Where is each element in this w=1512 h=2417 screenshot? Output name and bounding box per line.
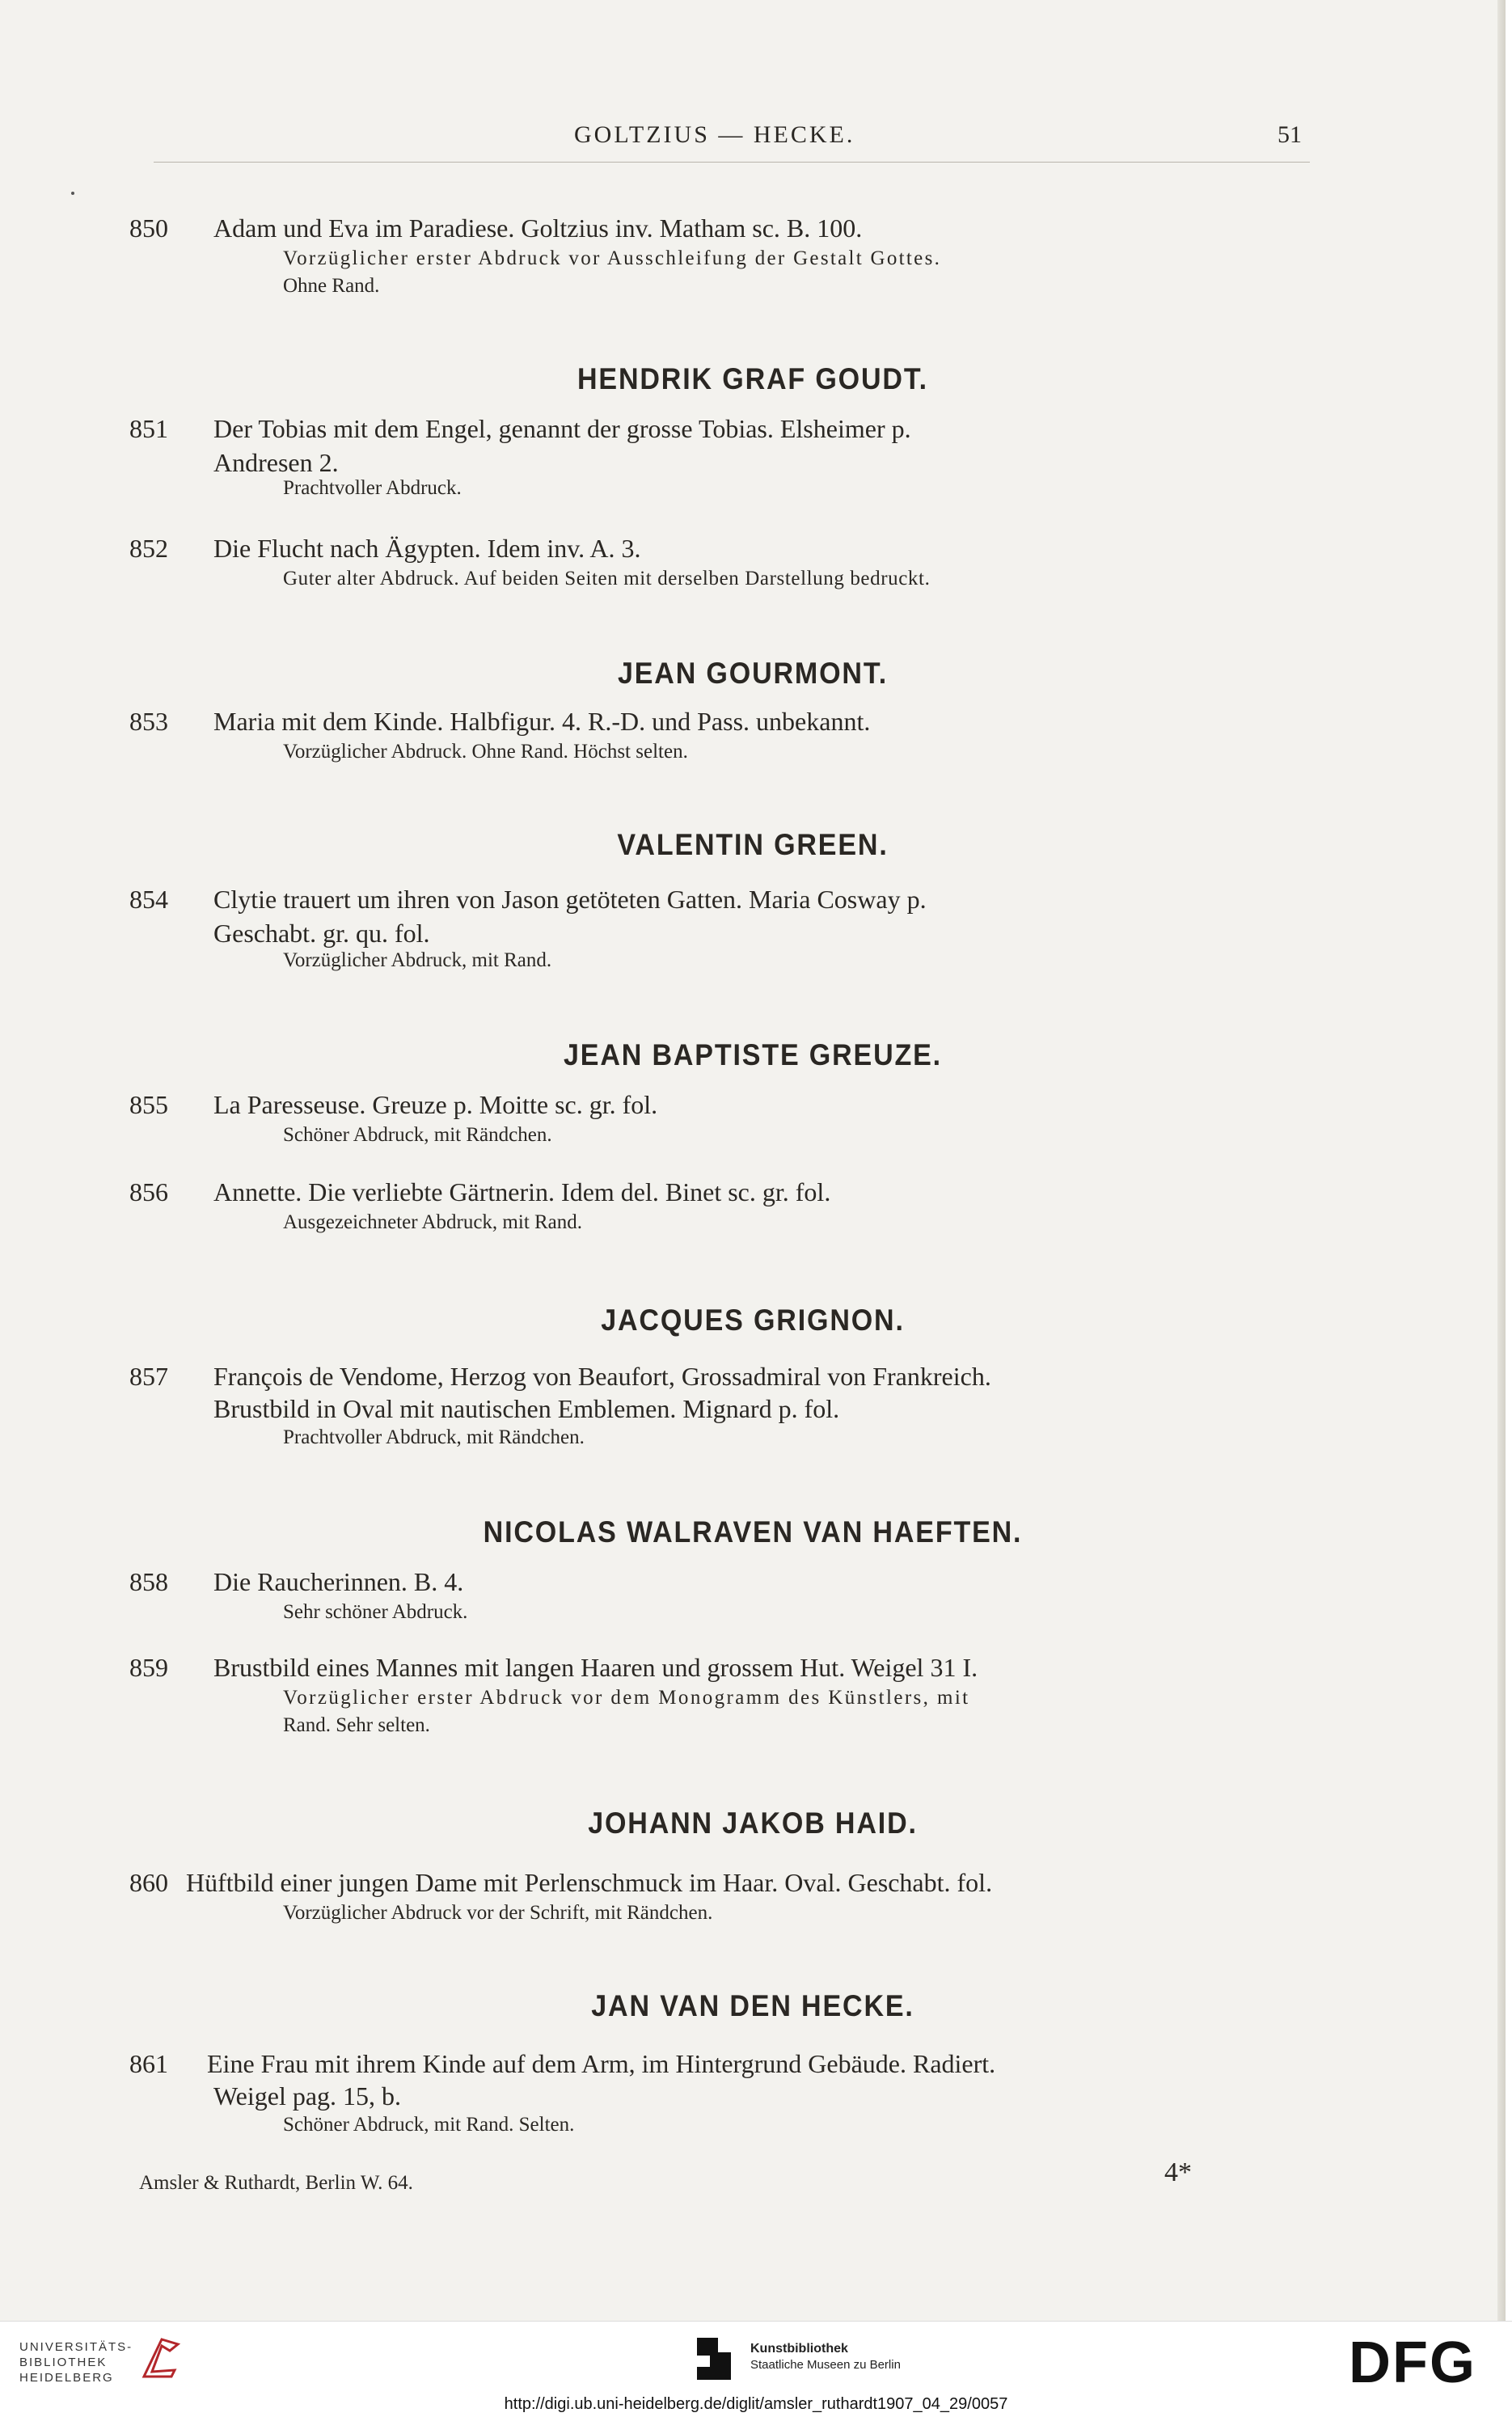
entry-title-continued: Geschabt. gr. qu. fol. — [213, 919, 430, 948]
section-heading: JOHANN JAKOB HAID. — [588, 1806, 918, 1840]
page-header — [0, 121, 1506, 154]
section-heading: NICOLAS WALRAVEN VAN HAEFTEN. — [483, 1515, 1023, 1549]
page-edge — [1497, 0, 1506, 2321]
entry-note: Rand. Sehr selten. — [283, 1714, 430, 1736]
university-library-text — [19, 2339, 133, 2385]
lot-number: 850 — [129, 213, 168, 243]
signature-mark: 4* — [1164, 2157, 1192, 2187]
entry-title: Hüftbild einer jungen Dame mit Perlenschmuck im Haar. Oval. Geschabt. fol. — [186, 1868, 993, 1897]
section-heading: VALENTIN GREEN. — [617, 828, 889, 861]
entry-note: Vorzüglicher erster Abdruck vor Ausschleifung der Gestalt Gottes. — [283, 247, 942, 269]
kunstbibliothek-name: Kunstbibliothek — [750, 2342, 848, 2356]
ink-speck — [71, 192, 74, 195]
entry-857 — [129, 1362, 1310, 1454]
lot-number: 857 — [129, 1362, 168, 1391]
entry-851 — [129, 414, 1310, 505]
entry-note: Guter alter Abdruck. Auf beiden Seiten mit derselben Darstellung bedruckt. — [283, 568, 931, 589]
entry-title: Die Raucherinnen. B. 4. — [213, 1567, 464, 1596]
section-heading: JEAN GOURMONT. — [617, 657, 889, 690]
entry-title-continued: Brustbild in Oval mit nautischen Emblemen. Mignard p. fol. — [213, 1394, 840, 1423]
university-line: UNIVERSITÄTS- — [19, 2340, 133, 2354]
entry-859 — [129, 1653, 1310, 1742]
entry-title-continued: Andresen 2. — [213, 448, 339, 477]
section-heading: HENDRIK GRAF GOUDT. — [577, 362, 928, 395]
page-number: 51 — [1278, 121, 1302, 148]
kunstbibliothek-logo-icon — [697, 2338, 731, 2380]
entry-note: Sehr schöner Abdruck. — [283, 1601, 468, 1623]
lot-number: 855 — [129, 1090, 168, 1119]
entry-853 — [129, 707, 1310, 768]
entry-858 — [129, 1567, 1310, 1629]
entry-note: Vorzüglicher Abdruck vor der Schrift, mit Rändchen. — [283, 1902, 713, 1924]
running-head: GOLTZIUS — HECKE. — [574, 121, 855, 148]
entry-852 — [129, 534, 1310, 595]
entry-title: La Paresseuse. Greuze p. Moitte sc. gr. fol. — [213, 1090, 658, 1119]
entry-note: Prachtvoller Abdruck, mit Rändchen. — [283, 1426, 585, 1448]
entry-title: Die Flucht nach Ägypten. Idem inv. A. 3. — [213, 534, 641, 563]
kunstbibliothek-text — [750, 2341, 901, 2373]
lot-number: 858 — [129, 1567, 168, 1596]
entry-note: Vorzüglicher Abdruck. Ohne Rand. Höchst selten. — [283, 741, 688, 763]
section-heading: JACQUES GRIGNON. — [601, 1304, 905, 1337]
section-heading: JEAN BAPTISTE GREUZE. — [564, 1038, 942, 1071]
entry-title: Adam und Eva im Paradiese. Goltzius inv. Matham sc. B. 100. — [213, 213, 863, 243]
entry-note: Schöner Abdruck, mit Rändchen. — [283, 1124, 552, 1146]
entry-title-continued: Weigel pag. 15, b. — [213, 2081, 402, 2111]
lot-number: 852 — [129, 534, 168, 563]
section-heading: JAN VAN DEN HECKE. — [591, 1989, 914, 2022]
entry-title: Annette. Die verliebte Gärtnerin. Idem del. Binet sc. gr. fol. — [213, 1177, 831, 1206]
lot-number: 854 — [129, 885, 168, 914]
entry-note: Schöner Abdruck, mit Rand. Selten. — [283, 2114, 575, 2136]
university-logo-icon — [137, 2335, 186, 2383]
lot-number: 856 — [129, 1177, 168, 1206]
lot-number: 860 — [129, 1868, 168, 1897]
university-line: HEIDELBERG — [19, 2371, 114, 2385]
lot-number: 853 — [129, 707, 168, 736]
entry-title: François de Vendome, Herzog von Beaufort, Grossadmiral von Frankreich. — [213, 1362, 991, 1391]
publisher-footer: Amsler & Ruthardt, Berlin W. 64. — [139, 2172, 413, 2194]
entry-note: Vorzüglicher Abdruck, mit Rand. — [283, 949, 552, 971]
dfg-logo: DFG — [1349, 2330, 1476, 2395]
lot-number: 851 — [129, 414, 168, 443]
source-url[interactable]: http://digi.ub.uni-heidelberg.de/diglit/amsler_ruthardt1907_04_29/0057 — [504, 2395, 1008, 2413]
entry-note: Ohne Rand. — [283, 275, 380, 297]
museum-name: Staatliche Museen zu Berlin — [750, 2358, 901, 2372]
entry-861 — [129, 2049, 1310, 2141]
entry-855 — [129, 1090, 1310, 1151]
entry-title: Brustbild eines Mannes mit langen Haaren und grossem Hut. Weigel 31 I. — [213, 1653, 978, 1682]
header-rule — [154, 162, 1310, 163]
entry-title: Der Tobias mit dem Engel, genannt der grosse Tobias. Elsheimer p. — [213, 414, 911, 443]
lot-number: 859 — [129, 1653, 168, 1682]
entry-854 — [129, 885, 1310, 977]
entry-title: Maria mit dem Kinde. Halbfigur. 4. R.-D. und Pass. unbekannt. — [213, 707, 871, 736]
entry-note: Prachtvoller Abdruck. — [283, 477, 462, 499]
lot-number: 861 — [129, 2049, 168, 2078]
entry-850 — [129, 213, 1310, 302]
entry-note: Vorzüglicher erster Abdruck vor dem Monogramm des Künstlers, mit — [283, 1687, 970, 1709]
university-line: BIBLIOTHEK — [19, 2356, 108, 2369]
entry-note: Ausgezeichneter Abdruck, mit Rand. — [283, 1211, 583, 1233]
entry-860 — [129, 1868, 1310, 1929]
entry-title: Clytie trauert um ihren von Jason getöteten Gatten. Maria Cosway p. — [213, 885, 927, 914]
entry-title: Eine Frau mit ihrem Kinde auf dem Arm, im Hintergrund Gebäude. Radiert. — [207, 2049, 996, 2078]
entry-856 — [129, 1177, 1310, 1239]
